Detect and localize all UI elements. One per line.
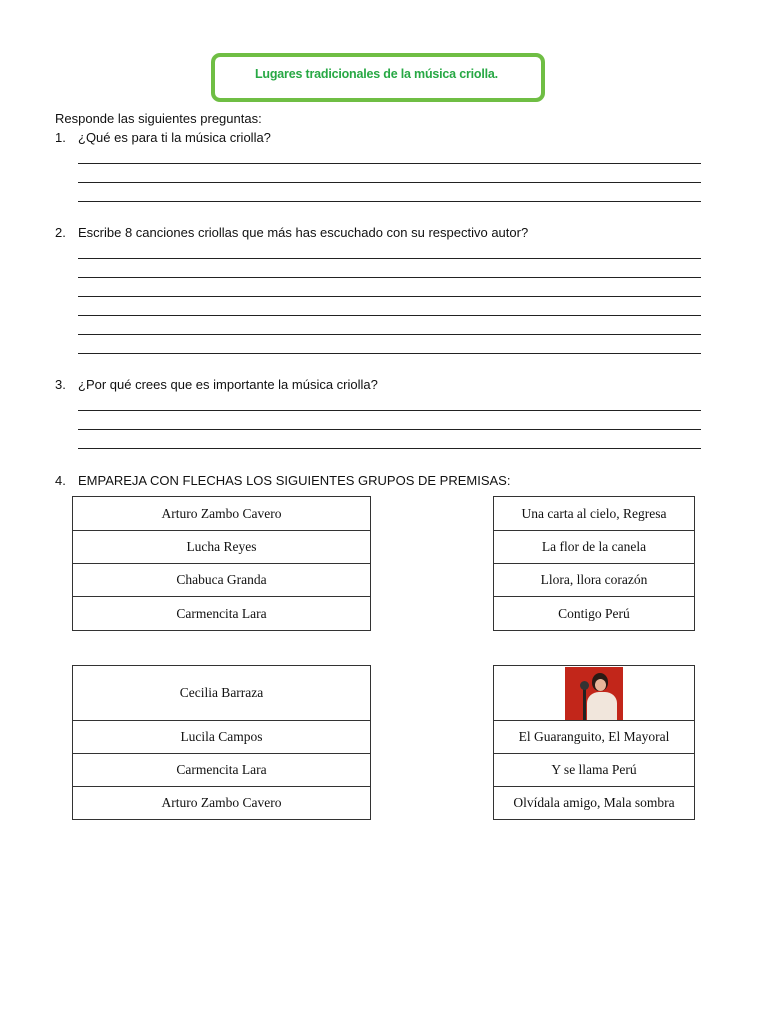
photo-cell[interactable] [494,666,695,721]
song-cell[interactable]: Olvídala amigo, Mala sombra [494,787,695,820]
artist-cell[interactable]: Arturo Zambo Cavero [73,497,371,531]
song-cell[interactable]: Contigo Perú [494,597,695,631]
answer-line[interactable] [78,201,701,202]
singer-photo [565,667,623,720]
artist-cell[interactable]: Carmencita Lara [73,754,371,787]
worksheet-title: Lugares tradicionales de la música criolla. [255,67,498,81]
artist-cell[interactable]: Chabuca Granda [73,564,371,597]
question-2-text: Escribe 8 canciones criollas que más has escuchado con su respectivo autor? [78,225,529,240]
question-1-number: 1. [55,130,66,145]
answer-line[interactable] [78,334,701,335]
answer-line[interactable] [78,315,701,316]
artist-cell[interactable]: Cecilia Barraza [73,666,371,721]
answer-line[interactable] [78,448,701,449]
answer-line[interactable] [78,277,701,278]
answer-line[interactable] [78,410,701,411]
song-cell[interactable]: La flor de la canela [494,531,695,564]
artist-cell[interactable]: Carmencita Lara [73,597,371,631]
artist-cell[interactable]: Lucha Reyes [73,531,371,564]
answer-line[interactable] [78,429,701,430]
artist-cell[interactable]: Lucila Campos [73,721,371,754]
artist-cell[interactable]: Arturo Zambo Cavero [73,787,371,820]
song-cell[interactable]: El Guaranguito, El Mayoral [494,721,695,754]
question-2-number: 2. [55,225,66,240]
group2-artists-table [72,665,371,820]
group1-artists-table [72,496,371,631]
group2-songs-table [493,665,695,820]
song-cell[interactable]: Una carta al cielo, Regresa [494,497,695,531]
question-3-number: 3. [55,377,66,392]
title-box [211,53,545,102]
answer-line[interactable] [78,182,701,183]
answer-line[interactable] [78,353,701,354]
answer-line[interactable] [78,296,701,297]
song-cell[interactable]: Y se llama Perú [494,754,695,787]
question-4-text: EMPAREJA CON FLECHAS LOS SIGUIENTES GRUPOS DE PREMISAS: [78,473,511,488]
answer-line[interactable] [78,163,701,164]
question-4-number: 4. [55,473,66,488]
group1-songs-table [493,496,695,631]
answer-line[interactable] [78,258,701,259]
song-cell[interactable]: Llora, llora corazón [494,564,695,597]
instructions: Responde las siguientes preguntas: [55,111,262,126]
question-1-text: ¿Qué es para ti la música criolla? [78,130,271,145]
question-3-text: ¿Por qué crees que es importante la música criolla? [78,377,378,392]
